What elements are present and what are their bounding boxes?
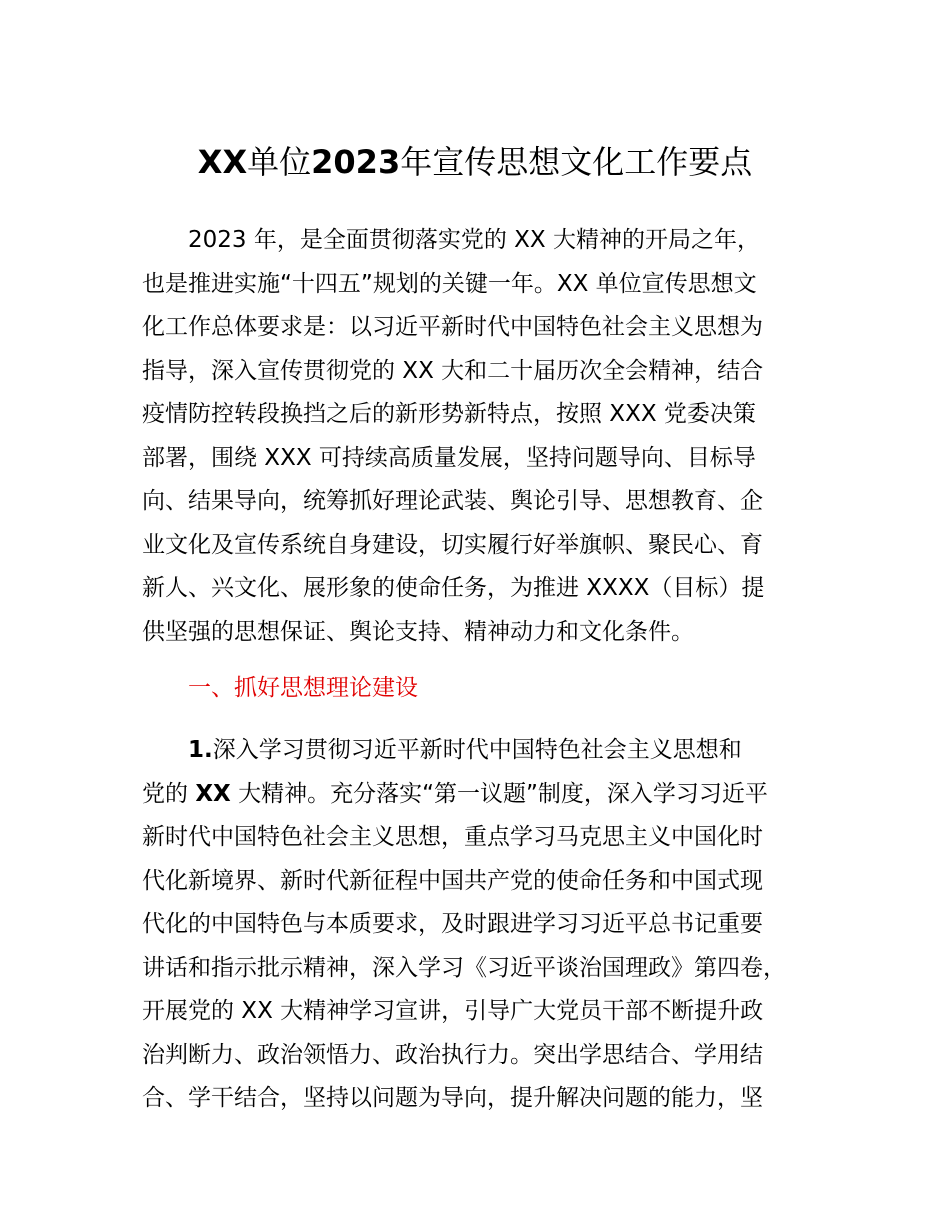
item-1-line: 新时代中国特色社会主义思想，重点学习马克思主义中国化时 xyxy=(142,824,763,850)
title-part-unit: 单位 xyxy=(247,143,312,181)
item-1-second-bold: XX xyxy=(195,780,231,807)
item-number: 1. xyxy=(188,737,213,763)
title-part-year: 2023 xyxy=(311,143,401,181)
item-1-second-post: 大精神。充分落实“第一议题”制度，深入学习习近平 xyxy=(230,780,768,807)
item-1-line: 治判断力、政治领悟力、政治执行力。突出学思结合、学用结 xyxy=(142,1041,763,1068)
item-1-line: 讲话和指示批示精神，深入学习《习近平谈治国理政》第四卷， xyxy=(142,954,786,981)
item-1-line: 合、学干结合，坚持以问题为导向，提升解决问题的能力，坚 xyxy=(142,1085,763,1111)
item-1-paragraph xyxy=(142,729,822,1121)
item-1-second-pre: 党的 xyxy=(142,780,196,807)
item-1-second-line xyxy=(142,773,822,817)
title-part-rest: 年宣传思想文化工作要点 xyxy=(400,143,753,181)
intro-line: 向、结果导向，统筹抓好理论武装、舆论引导、思想教育、企 xyxy=(142,488,763,514)
item-1-first-line xyxy=(142,729,822,773)
intro-line: 业文化及宣传系统自身建设，切实履行好举旗帜、聚民心、育 xyxy=(142,531,763,558)
item-1-line: 开展党的 XX 大精神学习宣讲，引导广大党员干部不断提升政 xyxy=(142,998,764,1024)
intro-line: 指导，深入宣传贯彻党的 XX 大和二十届历次全会精神，结合 xyxy=(142,357,764,384)
intro-paragraph xyxy=(142,219,822,654)
intro-line: 部署，围绕 XXX 可持续高质量发展，坚持问题导向、目标导 xyxy=(142,444,756,471)
intro-line: 2023 年，是全面贯彻落实党的 XX 大精神的开局之年， xyxy=(188,227,760,253)
section-heading: 一、抓好思想理论建设 xyxy=(188,675,418,701)
item-1-heading-text: 深入学习贯彻习近平新时代中国特色社会主义思想和 xyxy=(212,737,742,763)
intro-line: 化工作总体要求是：以习近平新时代中国特色社会主义思想为 xyxy=(142,314,763,340)
item-1-line: 代化的中国特色与本质要求，及时跟进学习习近平总书记重要 xyxy=(142,911,763,937)
intro-line: 也是推进实施“十四五”规划的关键一年。XX 单位宣传思想文 xyxy=(142,270,757,297)
page-title xyxy=(0,140,950,184)
title-part-xx: XX xyxy=(197,143,248,181)
intro-line: 疫情防控转段换挡之后的新形势新特点，按照 XXX 党委决策 xyxy=(142,401,756,427)
item-1-line: 代化新境界、新时代新征程中国共产党的使命任务和中国式现 xyxy=(142,867,763,894)
intro-line: 供坚强的思想保证、舆论支持、精神动力和文化条件。 xyxy=(142,618,694,645)
intro-line: 新人、兴文化、展形象的使命任务，为推进 XXXX（目标）提 xyxy=(142,575,765,601)
